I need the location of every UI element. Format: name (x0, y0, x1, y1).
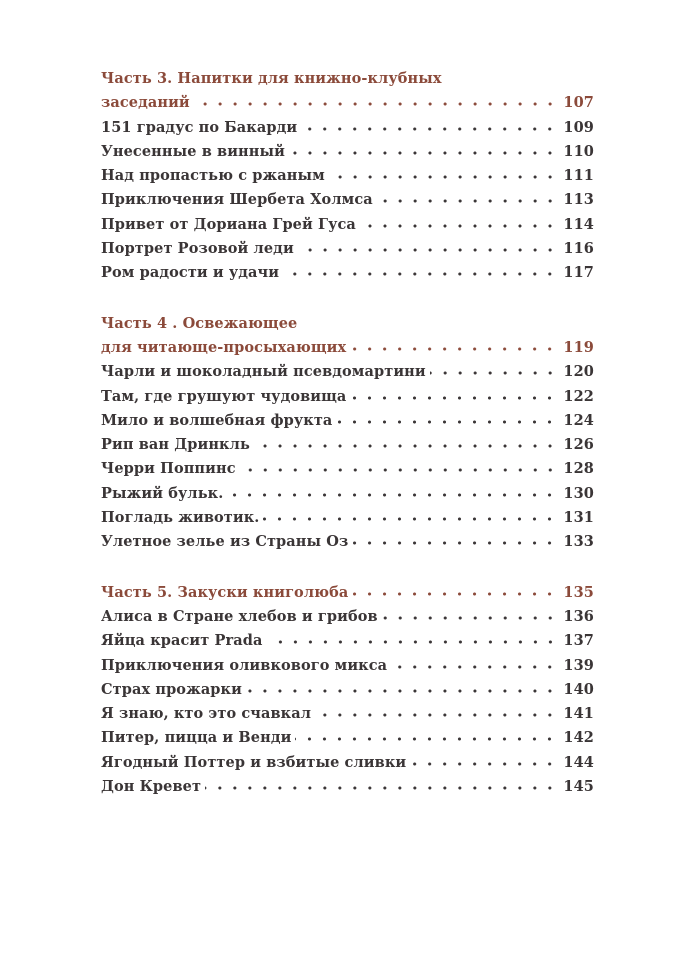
page-number: 110 (563, 142, 594, 160)
toc-section-part-3 (101, 70, 594, 289)
toc-entry[interactable] (101, 681, 594, 705)
dot-leader (246, 689, 557, 693)
page-number: 109 (563, 118, 594, 136)
page-number: 117 (563, 264, 594, 282)
toc-entry[interactable] (101, 119, 594, 143)
toc-entry[interactable] (101, 632, 594, 656)
toc-section-part-5 (101, 584, 594, 803)
section-heading: Часть 3. Напитки для книжно-клубных (101, 70, 442, 87)
dot-leader (382, 616, 558, 620)
entry-title: Яйца красит Prada (101, 632, 263, 650)
entry-title: Алиса в Стране хлебов и грибов (101, 607, 378, 625)
entry-title: Мило и волшебная фрукта (101, 411, 333, 429)
toc-entry[interactable] (101, 608, 594, 632)
toc-entry[interactable] (101, 216, 594, 240)
table-of-contents (101, 70, 594, 828)
page-number: 107 (563, 94, 594, 112)
entry-title: Страх прожарки (101, 680, 242, 698)
entry-title: Там, где грушуют чудовища (101, 387, 347, 405)
toc-entry[interactable] (101, 143, 594, 167)
dot-leader (267, 640, 558, 644)
dot-leader (352, 592, 557, 596)
section-heading: Часть 5. Закуски книголюба (101, 583, 349, 601)
entry-title: Ром радости и удачи (101, 264, 280, 282)
toc-section-part-4 (101, 315, 594, 558)
toc-entry[interactable] (101, 264, 594, 288)
toc-entry[interactable] (101, 729, 594, 753)
toc-entry[interactable] (101, 363, 594, 387)
dot-leader (194, 102, 558, 106)
page-number: 119 (563, 338, 594, 356)
page-number: 130 (563, 484, 594, 502)
dot-leader (352, 541, 557, 545)
dot-leader (377, 199, 558, 203)
page-number: 128 (563, 460, 594, 478)
toc-entry[interactable] (101, 339, 594, 363)
dot-leader (301, 127, 557, 131)
page-number: 139 (563, 656, 594, 674)
toc-entry[interactable] (101, 167, 594, 191)
dot-leader (410, 762, 557, 766)
dot-leader (360, 224, 557, 228)
page-number: 122 (563, 387, 594, 405)
entry-title: 151 градус по Бакарди (101, 118, 298, 136)
dot-leader (254, 444, 558, 448)
toc-entry[interactable] (101, 191, 594, 215)
dot-leader (289, 151, 557, 155)
page-number: 136 (563, 607, 594, 625)
page-number: 113 (563, 191, 594, 209)
toc-entry[interactable] (101, 584, 594, 608)
page-number: 120 (563, 363, 594, 381)
entry-title: Ягодный Поттер и взбитые сливки (101, 753, 407, 771)
page-number: 137 (563, 632, 594, 650)
dot-leader (263, 517, 557, 521)
section-heading-line (101, 315, 594, 339)
page-number: 124 (563, 411, 594, 429)
dot-leader (295, 737, 557, 741)
toc-entry[interactable] (101, 388, 594, 412)
entry-title: Приключения Шербета Холмса (101, 191, 373, 209)
dot-leader (315, 713, 557, 717)
toc-entry[interactable] (101, 705, 594, 729)
dot-leader (391, 665, 557, 669)
entry-title: Приключения оливкового микса (101, 656, 388, 674)
toc-entry[interactable] (101, 778, 594, 802)
entry-title: Чарли и шоколадный псевдомартини (101, 363, 426, 381)
toc-entry[interactable] (101, 754, 594, 778)
dot-leader (227, 493, 557, 497)
section-heading-line (101, 70, 594, 94)
toc-entry[interactable] (101, 509, 594, 533)
dot-leader (205, 786, 557, 790)
entry-title: Питер, пицца и Венди (101, 729, 292, 747)
page-number: 131 (563, 509, 594, 527)
section-heading-continued: заседаний (101, 94, 190, 112)
dot-leader (336, 420, 557, 424)
toc-entry[interactable] (101, 240, 594, 264)
section-heading: Часть 4 . Освежающее (101, 314, 298, 332)
dot-leader (283, 272, 557, 276)
dot-leader (430, 371, 558, 375)
entry-title: Унесенные в винный (101, 142, 285, 160)
page-number: 133 (563, 533, 594, 551)
dot-leader (298, 248, 558, 252)
toc-entry[interactable] (101, 436, 594, 460)
entry-title: Черри Поппинс (101, 460, 236, 478)
page-number: 141 (563, 705, 594, 723)
entry-title: Я знаю, кто это счавкал (101, 705, 312, 723)
toc-entry[interactable] (101, 657, 594, 681)
toc-entry[interactable] (101, 412, 594, 436)
toc-entry[interactable] (101, 460, 594, 484)
page-number: 144 (563, 753, 594, 771)
page-number: 114 (563, 215, 594, 233)
toc-entry[interactable] (101, 94, 594, 118)
toc-entry[interactable] (101, 533, 594, 557)
entry-title: Портрет Розовой леди (101, 240, 294, 258)
dot-leader (350, 396, 557, 400)
dot-leader (329, 175, 558, 179)
page-number: 116 (563, 240, 594, 258)
entry-title: Погладь животик. (101, 509, 260, 527)
page-number: 142 (563, 729, 594, 747)
entry-title: Улетное зелье из Страны Оз (101, 533, 349, 551)
page-number: 111 (563, 167, 594, 185)
entry-title: Привет от Дориана Грей Гуса (101, 215, 356, 233)
entry-title: Над пропастью с ржаным (101, 167, 325, 185)
page-number: 135 (563, 583, 594, 601)
dot-leader (350, 347, 557, 351)
entry-title: Рыжий бульк. (101, 484, 224, 502)
page-number: 145 (563, 778, 594, 796)
entry-title: Дон Кревет (101, 778, 202, 796)
entry-title: Рип ван Дринкль (101, 436, 250, 454)
section-heading-continued: для читающе-просыхающих (101, 338, 347, 356)
page-number: 126 (563, 436, 594, 454)
page-number: 140 (563, 680, 594, 698)
dot-leader (240, 468, 558, 472)
toc-entry[interactable] (101, 485, 594, 509)
